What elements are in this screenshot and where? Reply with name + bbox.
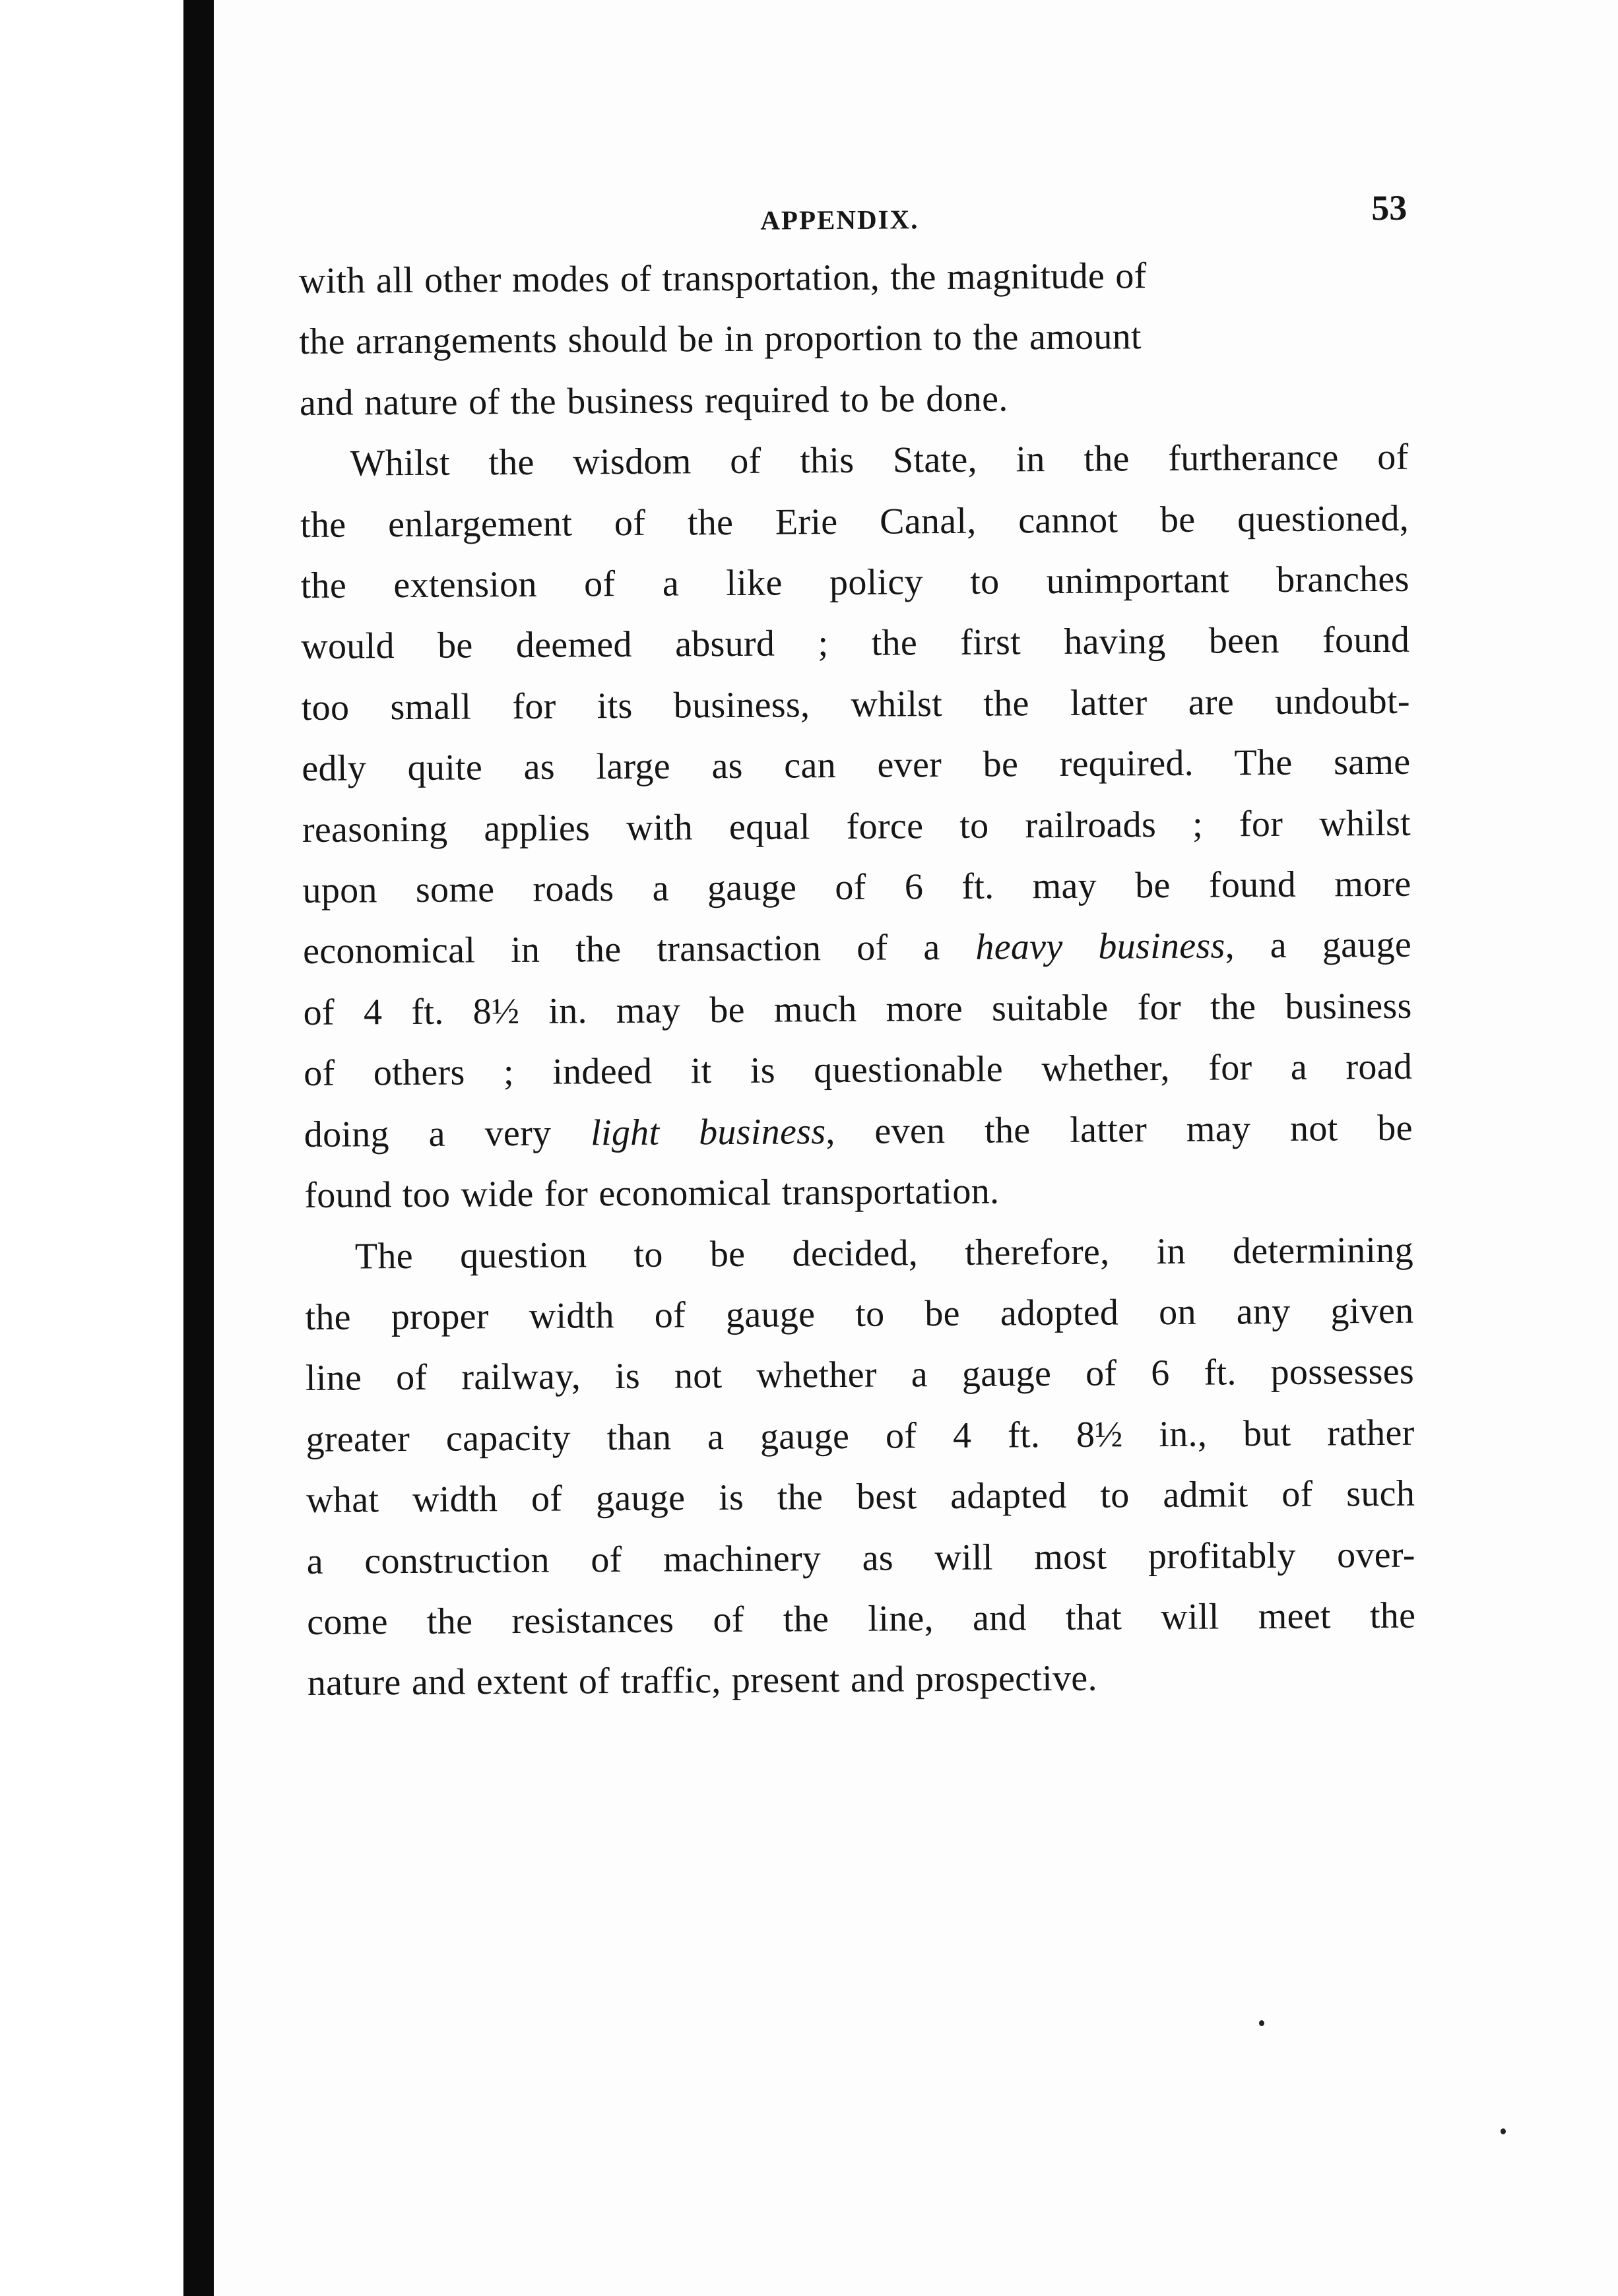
book-page (214, 0, 1618, 2296)
text-line: of 4 ft. 8½ in. may be much more suitable for the business (303, 985, 1412, 1033)
text-line: come the resistances of the line, and that will meet the (307, 1595, 1416, 1643)
text-line: nature and extent of traffic, present and prospective. (307, 1657, 1097, 1704)
text-line: the arrangements should be in proportion to the amount (299, 316, 1142, 363)
page-text-block (298, 178, 1416, 1714)
text-segment: economical in the transaction of a (302, 927, 976, 973)
text-line: The question to be decided, therefore, in determining (354, 1229, 1414, 1277)
text-line: greater capacity than a gauge of 4 ft. 8½ in., but rather (306, 1412, 1415, 1460)
ink-speck (1501, 2128, 1506, 2134)
text-line: a construction of machinery as will most profitably over- (306, 1534, 1415, 1582)
left-blank-margin (0, 0, 183, 2296)
italic-phrase: light business (590, 1110, 826, 1154)
running-head (298, 178, 1408, 251)
text-line: edly quite as large as can ever be required. The same (302, 741, 1411, 790)
text-line: the enlargement of the Erie Canal, cannot be questioned, (300, 497, 1409, 546)
text-line: line of railway, is not whether a gauge of 6 ft. possesses (305, 1351, 1415, 1399)
paragraph-3 (305, 1219, 1416, 1713)
text-line-with-italic (303, 914, 1412, 982)
text-line: of others ; indeed it is questionable whether, for a road (304, 1046, 1413, 1095)
text-line: with all other modes of transportation, the magnitude of (298, 255, 1147, 302)
paragraph-2 (300, 427, 1413, 1227)
italic-phrase: heavy business (975, 925, 1225, 969)
text-line: what width of gauge is the best adapted to admit of such (306, 1473, 1415, 1521)
text-line: upon some roads a gauge of 6 ft. may be found more (302, 863, 1411, 912)
text-line: too small for its business, whilst the latter are undoubt- (301, 680, 1411, 728)
text-segment: doing a very (304, 1112, 591, 1155)
page-binding-edge (183, 0, 214, 2296)
text-line: found too wide for economical transportation. (304, 1170, 1000, 1217)
text-line: the extension of a like policy to unimportant branches (300, 558, 1409, 607)
text-line: and nature of the business required to be done. (299, 378, 1008, 424)
text-line: Whilst the wisdom of this State, in the furtherance of (350, 436, 1409, 484)
text-line-with-italic (304, 1097, 1413, 1165)
paragraph-1 (299, 244, 1409, 433)
text-line: would be deemed absurd ; the first having been found (301, 620, 1410, 668)
text-line: reasoning applies with equal force to railroads ; for whilst (302, 802, 1411, 850)
running-head-title: APPENDIX. (760, 204, 919, 236)
text-line: the proper width of gauge to be adopted on any given (305, 1290, 1414, 1338)
ink-speck (1259, 2020, 1264, 2026)
text-segment: , a gauge (1225, 924, 1412, 967)
page-number: 53 (1371, 187, 1408, 228)
text-segment: , even the latter may not be (825, 1107, 1413, 1152)
